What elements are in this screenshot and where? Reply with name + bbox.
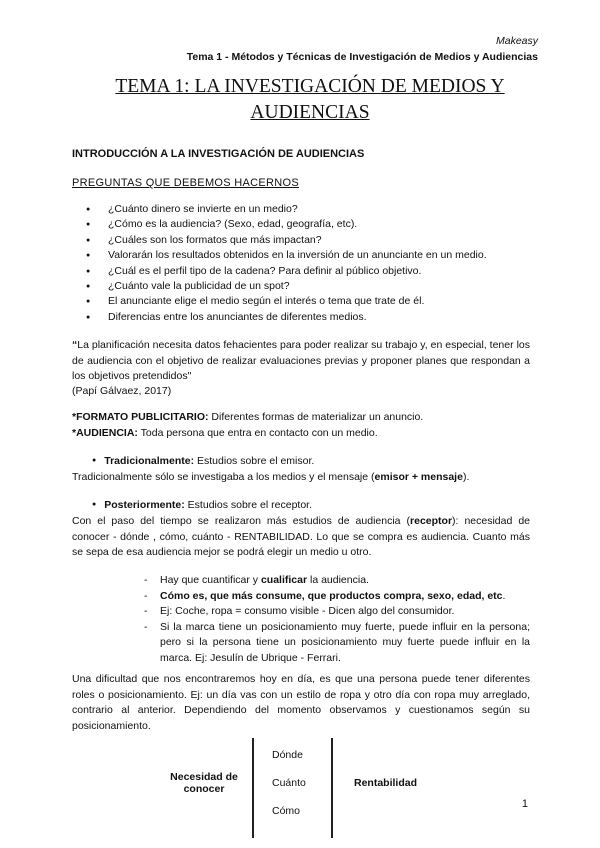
later-term: Posteriormente:: [104, 499, 185, 511]
list-item: [144, 573, 530, 589]
note-text-end: ).: [462, 471, 470, 483]
list-item: ● ¿Cuáles son los formatos que más impactan?: [72, 233, 487, 248]
quote-text: La planificación necesita datos fehacientes para poder realizar su trabajo y, en especial, tener los de audiencia con el objetivo de realizar evaluaciones previas y proponer planes que respondan a los objetivos pretendidos": [72, 339, 530, 382]
later-text: Estudios sobre el receptor.: [184, 499, 313, 511]
definition-term: *AUDIENCIA:: [72, 427, 138, 439]
list-item: ● ¿Cómo es la audiencia? (Sexo, edad, geografía, etc).: [72, 217, 487, 232]
note-bold: emisor + mensaje: [374, 471, 463, 483]
traditional-text: Estudios sobre el emisor.: [194, 455, 315, 467]
list-item: ● El anunciante elige el medio según el interés o tema que trate de él.: [72, 294, 487, 309]
para-bold: receptor: [410, 515, 453, 527]
left-cell-line: Necesidad de: [170, 771, 238, 783]
note-text: Tradicionalmente sólo se investigaba a los medios y el mensaje (: [72, 471, 375, 483]
list-item: - Si la marca tiene un posicionamiento muy fuerte, puede influir en la persona; pero si la persona tiene un posicionamiento muy fuerte puede influir en la marca. Ej: Jesulín de Ubrique - Ferrari.: [144, 620, 530, 667]
list-item: ● ¿Cuánto vale la publicidad de un spot?: [72, 279, 487, 294]
brand-name: Makeasy: [495, 35, 538, 47]
table-divider: [252, 738, 254, 838]
page-number: 1: [521, 798, 528, 810]
list-item: - Ej: Coche, ropa = consumo visible - Dicen algo del consumidor.: [144, 604, 530, 620]
quote-source: (Papí Gálvaez, 2017): [72, 385, 172, 397]
item-text-end: .: [502, 589, 506, 602]
table-left-cell: [164, 771, 244, 795]
dash-list: [144, 573, 530, 666]
para-text: Con el paso del tiempo se realizaron más estudios de audiencia (: [72, 515, 411, 527]
table-middle-cell: Cuánto: [272, 777, 306, 789]
title-line-2: AUDIENCIAS: [250, 102, 370, 123]
definition-term: *FORMATO PUBLICITARIO:: [72, 411, 209, 423]
later-bullet: ● Posteriormente: Estudios sobre el receptor.: [92, 499, 313, 511]
para-text-end: ): necesidad de conocer - dónde , cómo, cuánto - RENTABILIDAD. Lo que se compra es audiencia. Cuanto más se sepa de esa audiencia mejor se podrá elegir un medio u otro.: [72, 515, 530, 558]
needs-table: [72, 738, 530, 838]
table-right-cell: Rentabilidad: [354, 777, 418, 789]
definition-text: Diferentes formas de materializar un anuncio.: [208, 411, 424, 423]
page-title: [70, 74, 550, 126]
item-text: Hay que cuantificar y: [160, 574, 261, 586]
definition-formato: [72, 411, 423, 423]
questions-list: [72, 202, 487, 325]
traditional-note: [72, 471, 469, 483]
paragraph-roles: Una dificultad que nos encontraremos hoy en día, es que una persona puede tener diferentes roles o posicionamiento. Ej: un día vas con un estilo de ropa y otro día con ropa muy arreglado, contrario al anterior. Dependiendo del momento observamos y cuestionamos según su posicionamiento.: [72, 673, 530, 732]
list-item: ● Diferencias entre los anunciantes de diferentes medios.: [72, 310, 487, 325]
list-item: ● ¿Cuánto dinero se invierte en un medio?: [72, 202, 487, 217]
item-bold: Cómo es, que más consume, que productos compra, sexo, edad, etc: [160, 589, 503, 602]
section-title: INTRODUCCIÓN A LA INVESTIGACIÓN DE AUDIENCIAS: [72, 148, 365, 160]
traditional-term: Tradicionalmente:: [104, 455, 195, 467]
title-line-1: TEMA 1: LA INVESTIGACIÓN DE MEDIOS Y: [115, 76, 505, 97]
table-middle-cell: Cómo: [272, 805, 301, 817]
running-header: Tema 1 - Métodos y Técnicas de Investigación de Medios y Audiencias: [186, 51, 538, 63]
quote-paragraph: “La planificación necesita datos fehacientes para poder realizar su trabajo y, en especial, tener los de audiencia con el objetivo de realizar evaluaciones previas y proponer planes que respondan a los objetivos pretendidos": [72, 339, 530, 382]
later-paragraph: [72, 514, 530, 561]
traditional-bullet: ● Tradicionalmente: Estudios sobre el emisor.: [92, 455, 315, 467]
left-cell-line: conocer: [183, 783, 225, 795]
list-item: ● ¿Cuál es el perfil tipo de la cadena? Para definir al público objetivo.: [72, 264, 487, 279]
list-item: ● Valorarán los resultados obtenidos en la inversión de un anunciante en un medio.: [72, 248, 487, 263]
definition-audiencia: [72, 427, 378, 439]
table-middle-cell: Dónde: [272, 749, 303, 761]
list-item: [144, 589, 530, 605]
definition-text: Toda persona que entra en contacto con un medio.: [137, 427, 378, 439]
item-text-end: la audiencia.: [307, 574, 369, 586]
questions-heading: PREGUNTAS QUE DEBEMOS HACERNOS: [72, 177, 299, 189]
table-divider: [331, 738, 333, 838]
item-bold: cualificar: [260, 574, 308, 586]
